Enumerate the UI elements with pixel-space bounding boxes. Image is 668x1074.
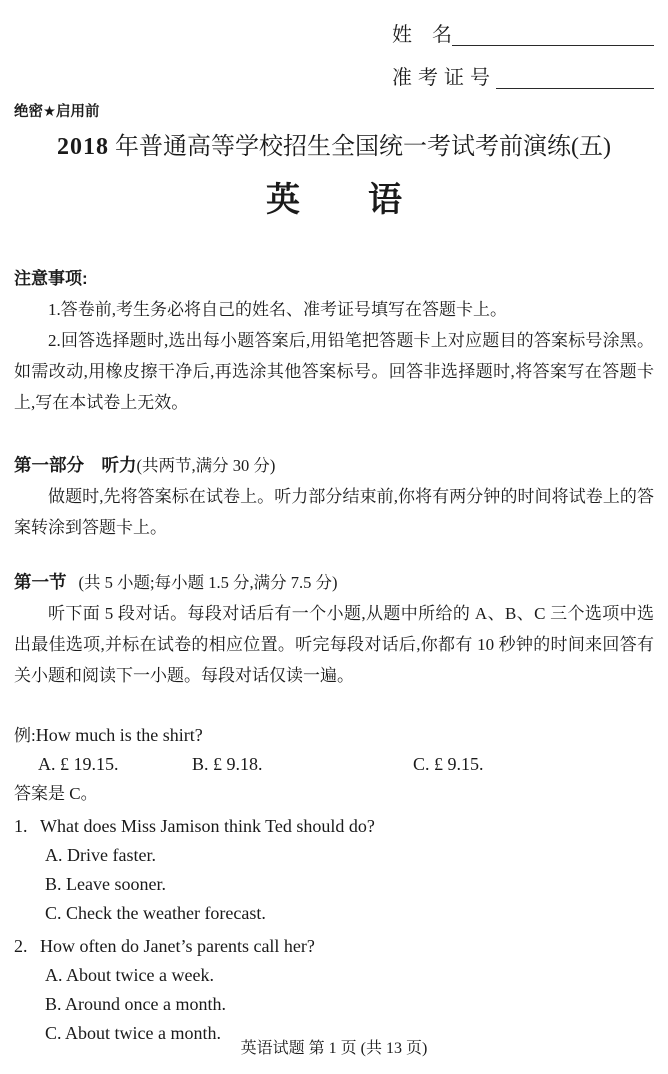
question-1-text: What does Miss Jamison think Ted should do? [40,816,375,836]
name-field-row [392,16,654,46]
question-2-option-b: B. Around once a month. [45,994,226,1014]
question-1-option-c: C. Check the weather forecast. [45,903,266,923]
section1-heading-note: (共 5 小题;每小题 1.5 分,满分 7.5 分) [78,573,338,592]
name-label: 姓 名 [392,24,452,46]
page-content [0,16,668,1048]
section1-heading-row [14,567,654,598]
question-1-text-row [14,812,654,841]
exam-title-text: 年普通高等学校招生全国统一考试考前演练(五) [109,134,611,160]
part1-heading: 第一部分 听力 [14,455,137,475]
example-option-a: A. £ 19.15. [38,754,119,774]
example-block [14,721,654,808]
question-2-option-c: C. About twice a month. [45,1023,221,1043]
example-options-row [14,750,654,779]
question-1 [14,812,654,928]
example-label: 例: [14,726,36,745]
section1-section [14,567,654,691]
notice-item-1: 1.答卷前,考生务必将自己的姓名、准考证号填写在答题卡上。 [48,300,507,319]
subject-title: 英 语 [266,181,402,219]
example-option-c: C. £ 9.15. [413,754,484,774]
question-1-number: 1. [14,816,28,836]
notice-section [14,264,654,418]
question-1-option-a: A. Drive faster. [45,845,156,865]
notice-heading: 注意事项: [14,269,88,288]
secrecy-notice: 绝密★启用前 [14,104,100,120]
question-2-number: 2. [14,936,28,956]
part1-section [14,450,654,543]
question-2 [14,932,654,1048]
section1-instruction: 听下面 5 段对话。每段对话后有一个小题,从题中所给的 A、B、C 三个选项中选出最佳选项,并标在试卷的相应位置。听完每段对话后,你都有 10 秒钟的时间来回答有关小题和阅读下一小题。每段对话仅读一遍。 [14,604,655,685]
header-fields [392,16,654,89]
example-question: How much is the shirt? [35,725,203,745]
question-1-option-b: B. Leave sooner. [45,874,166,894]
exam-no-label: 准考证号 [392,67,496,89]
part1-heading-row [14,450,654,481]
notice-item-2: 2.回答选择题时,选出每小题答案后,用铅笔把答题卡上对应题目的答案标号涂黑。如需改动,用橡皮擦干净后,再选涂其他答案标号。回答非选择题时,将答案写在答题卡上,写在本试卷上无效。 [14,331,654,412]
question-2-text: How often do Janet’s parents call her? [40,936,315,956]
part1-heading-note: (共两节,满分 30 分) [136,456,276,475]
exam-no-blank-line[interactable] [496,88,654,89]
question-2-option-a: A. About twice a week. [45,965,214,985]
example-answer: 答案是 C。 [14,784,98,803]
name-blank-line[interactable] [452,45,654,46]
exam-title [14,130,654,164]
exam-title-year: 2018 [57,134,109,160]
section1-heading: 第一节 [14,572,67,592]
part1-instruction: 做题时,先将答案标在试卷上。听力部分结束前,你将有两分钟的时间将试卷上的答案转涂到答题卡上。 [14,487,654,537]
question-2-text-row [14,932,654,961]
example-question-row [14,721,654,750]
example-option-b: B. £ 9.18. [192,754,263,774]
page-footer: 英语试题 第 1 页 (共 13 页) [240,1040,428,1057]
exam-no-field-row [392,59,654,89]
